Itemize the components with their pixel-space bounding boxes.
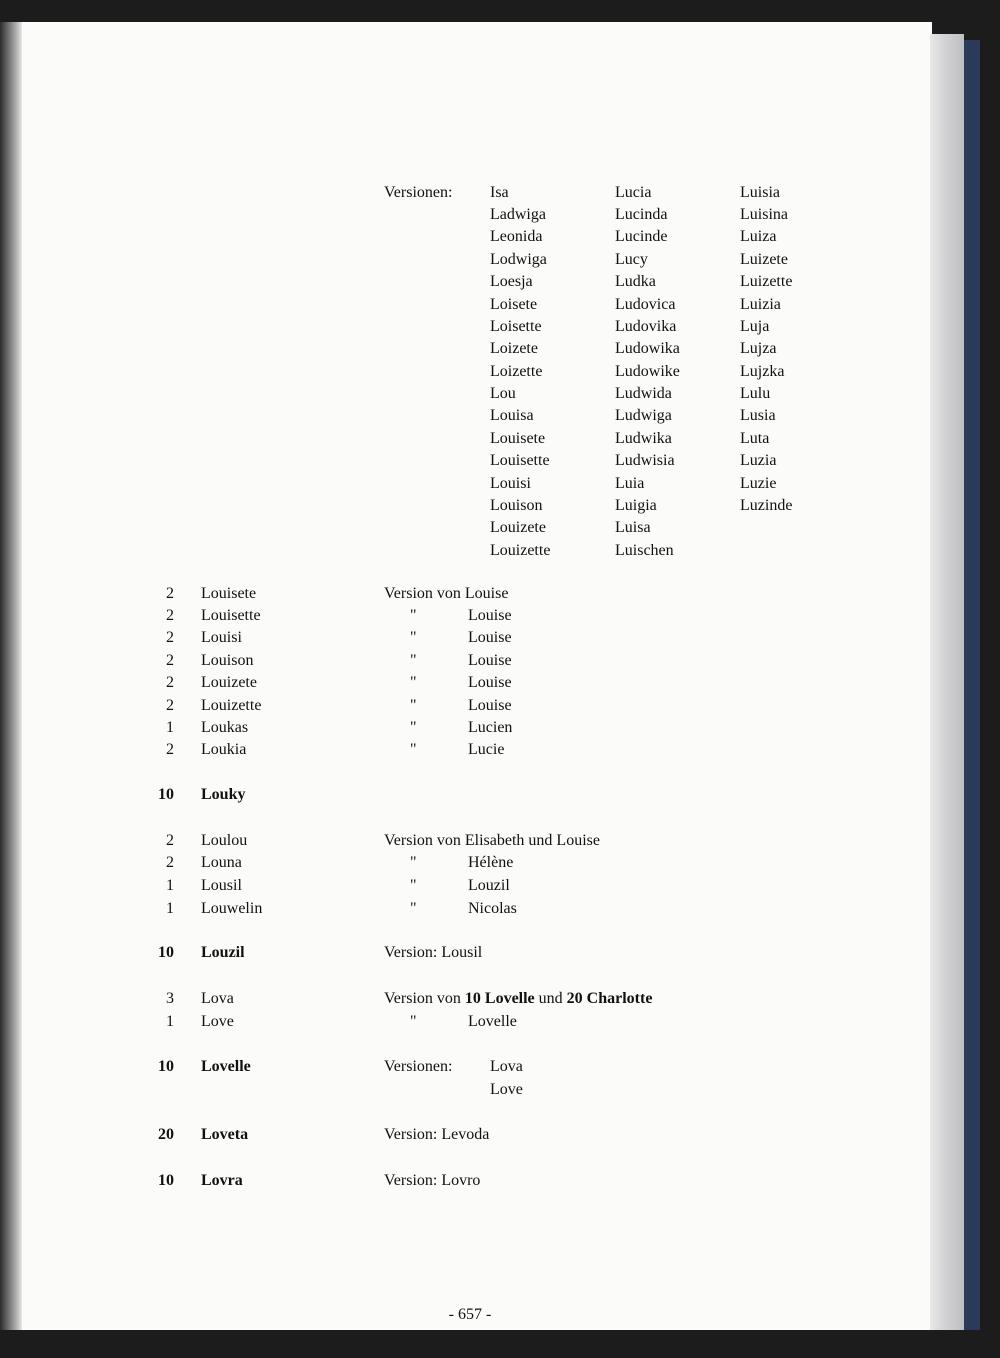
ditto-mark: ": [410, 900, 417, 917]
ditto-mark: ": [410, 1013, 417, 1030]
ditto-mark: ": [410, 674, 417, 691]
version-name: Louizette: [490, 542, 551, 559]
entry-name: Louison: [201, 652, 254, 669]
version-name: Ludovika: [615, 318, 677, 335]
entry-name: Louizete: [201, 674, 257, 691]
entry-number: 1: [166, 1013, 174, 1030]
version-name: Luzia: [740, 452, 777, 469]
version-name: Isa: [490, 184, 509, 201]
ditto-mark: ": [410, 877, 417, 894]
version-name: Ladwiga: [490, 206, 546, 223]
ditto-mark: ": [410, 697, 417, 714]
version-name: Luischen: [615, 542, 674, 559]
version-name: Luizete: [740, 251, 788, 268]
version-name: Ludowike: [615, 363, 680, 380]
entry-name: Louky: [201, 786, 246, 803]
version-name: Luja: [740, 318, 770, 335]
entry-name: Louna: [201, 854, 242, 871]
version-name: Lucy: [615, 251, 648, 268]
entry-name: Louisi: [201, 629, 242, 646]
entry-description: Nicolas: [468, 900, 517, 917]
page-edges: [930, 34, 964, 1330]
entry-name: Louisette: [201, 607, 261, 624]
version-name: Luizette: [740, 273, 793, 290]
entry-description: Versionen:: [384, 1058, 453, 1075]
ditto-mark: ": [410, 741, 417, 758]
entry-name: Lousil: [201, 877, 242, 894]
version-name: Louison: [490, 497, 543, 514]
entry-description: Hélène: [468, 854, 514, 871]
version-name: Lucinda: [615, 206, 668, 223]
entry-number: 2: [166, 741, 174, 758]
version-name: Luiza: [740, 228, 777, 245]
version-name: Luta: [740, 430, 770, 447]
entry-number: 10: [158, 944, 174, 961]
entry-number: 10: [158, 1172, 174, 1189]
entry-description: Louise: [468, 697, 512, 714]
entry-description: Version: Lovro: [384, 1172, 481, 1189]
version-name: Lova: [490, 1058, 523, 1075]
entry-description: Version von Elisabeth und Louise: [384, 832, 600, 849]
entry-number: 1: [166, 719, 174, 736]
entry-description: Louise: [468, 607, 512, 624]
entry-name: Loulou: [201, 832, 248, 849]
version-name: Ludowika: [615, 340, 680, 357]
ditto-mark: ": [410, 629, 417, 646]
version-name: Leonida: [490, 228, 543, 245]
entry-number: 1: [166, 877, 174, 894]
entry-name: Louzil: [201, 944, 245, 961]
entry-number: 20: [158, 1126, 174, 1143]
entry-number: 3: [166, 990, 174, 1007]
entry-description: Lovelle: [468, 1013, 517, 1030]
entry-description: Louise: [468, 629, 512, 646]
entry-number: 2: [166, 674, 174, 691]
ditto-mark: ": [410, 652, 417, 669]
version-name: Luigia: [615, 497, 657, 514]
version-name: Luia: [615, 475, 645, 492]
version-name: Luisina: [740, 206, 788, 223]
entry-number: 2: [166, 697, 174, 714]
entry-description: Lucie: [468, 741, 505, 758]
entry-number: 2: [166, 854, 174, 871]
version-name: Louisa: [490, 407, 534, 424]
version-name: Louizete: [490, 519, 546, 536]
entry-name: Love: [201, 1013, 234, 1030]
version-name: Lou: [490, 385, 516, 402]
entry-description: Louzil: [468, 877, 510, 894]
version-name: Lusia: [740, 407, 776, 424]
version-name: Ludwika: [615, 430, 672, 447]
versions-label: Versionen:: [384, 184, 453, 201]
entry-number: 2: [166, 652, 174, 669]
version-name: Ludwida: [615, 385, 672, 402]
version-name: Loesja: [490, 273, 533, 290]
version-name: Lujza: [740, 340, 777, 357]
entry-number: 10: [158, 786, 174, 803]
version-name: Luizia: [740, 296, 781, 313]
version-name: Louisi: [490, 475, 531, 492]
entry-description: Lucien: [468, 719, 513, 736]
entry-number: 2: [166, 585, 174, 602]
entry-name: Loukia: [201, 741, 247, 758]
entry-name: Louisete: [201, 585, 257, 602]
version-name: Louisete: [490, 430, 546, 447]
version-name: Lucia: [615, 184, 652, 201]
entry-name: Louizette: [201, 697, 262, 714]
ditto-mark: ": [410, 854, 417, 871]
version-name: Luzie: [740, 475, 777, 492]
version-name: Love: [490, 1081, 523, 1098]
ditto-mark: ": [410, 607, 417, 624]
version-name: Lujzka: [740, 363, 785, 380]
entry-description: Version: Lousil: [384, 944, 483, 961]
version-name: Lodwiga: [490, 251, 547, 268]
version-name: Ludwiga: [615, 407, 672, 424]
version-name: Ludovica: [615, 296, 676, 313]
version-name: Lulu: [740, 385, 771, 402]
version-name: Luisia: [740, 184, 780, 201]
book-cover-edge: [964, 40, 980, 1330]
entry-number: 2: [166, 629, 174, 646]
entry-name: Loveta: [201, 1126, 249, 1143]
ditto-mark: ": [410, 719, 417, 736]
entry-description: Version von Louise: [384, 585, 509, 602]
entry-number: 2: [166, 607, 174, 624]
entry-description: Version: Levoda: [384, 1126, 490, 1143]
version-name: Loizette: [490, 363, 543, 380]
entry-number: 1: [166, 900, 174, 917]
page-number: - 657 -: [448, 1306, 492, 1323]
entry-name: Lova: [201, 990, 234, 1007]
version-name: Luisa: [615, 519, 651, 536]
entry-name: Loukas: [201, 719, 249, 736]
entry-number: 2: [166, 832, 174, 849]
entry-number: 10: [158, 1058, 174, 1075]
version-name: Louisette: [490, 452, 550, 469]
version-name: Loizete: [490, 340, 538, 357]
version-name: Lucinde: [615, 228, 668, 245]
entry-name: Lovelle: [201, 1058, 251, 1075]
version-name: Loisete: [490, 296, 538, 313]
entry-name: Louwelin: [201, 900, 263, 917]
entry-name: Lovra: [201, 1172, 243, 1189]
entry-description: Louise: [468, 674, 512, 691]
version-name: Loisette: [490, 318, 542, 335]
entry-description: Version von 10 Lovelle und 20 Charlotte: [384, 990, 653, 1007]
version-name: Ludka: [615, 273, 656, 290]
entry-description: Louise: [468, 652, 512, 669]
version-name: Ludwisia: [615, 452, 675, 469]
version-name: Luzinde: [740, 497, 793, 514]
book-spine-shadow: [0, 22, 22, 1330]
